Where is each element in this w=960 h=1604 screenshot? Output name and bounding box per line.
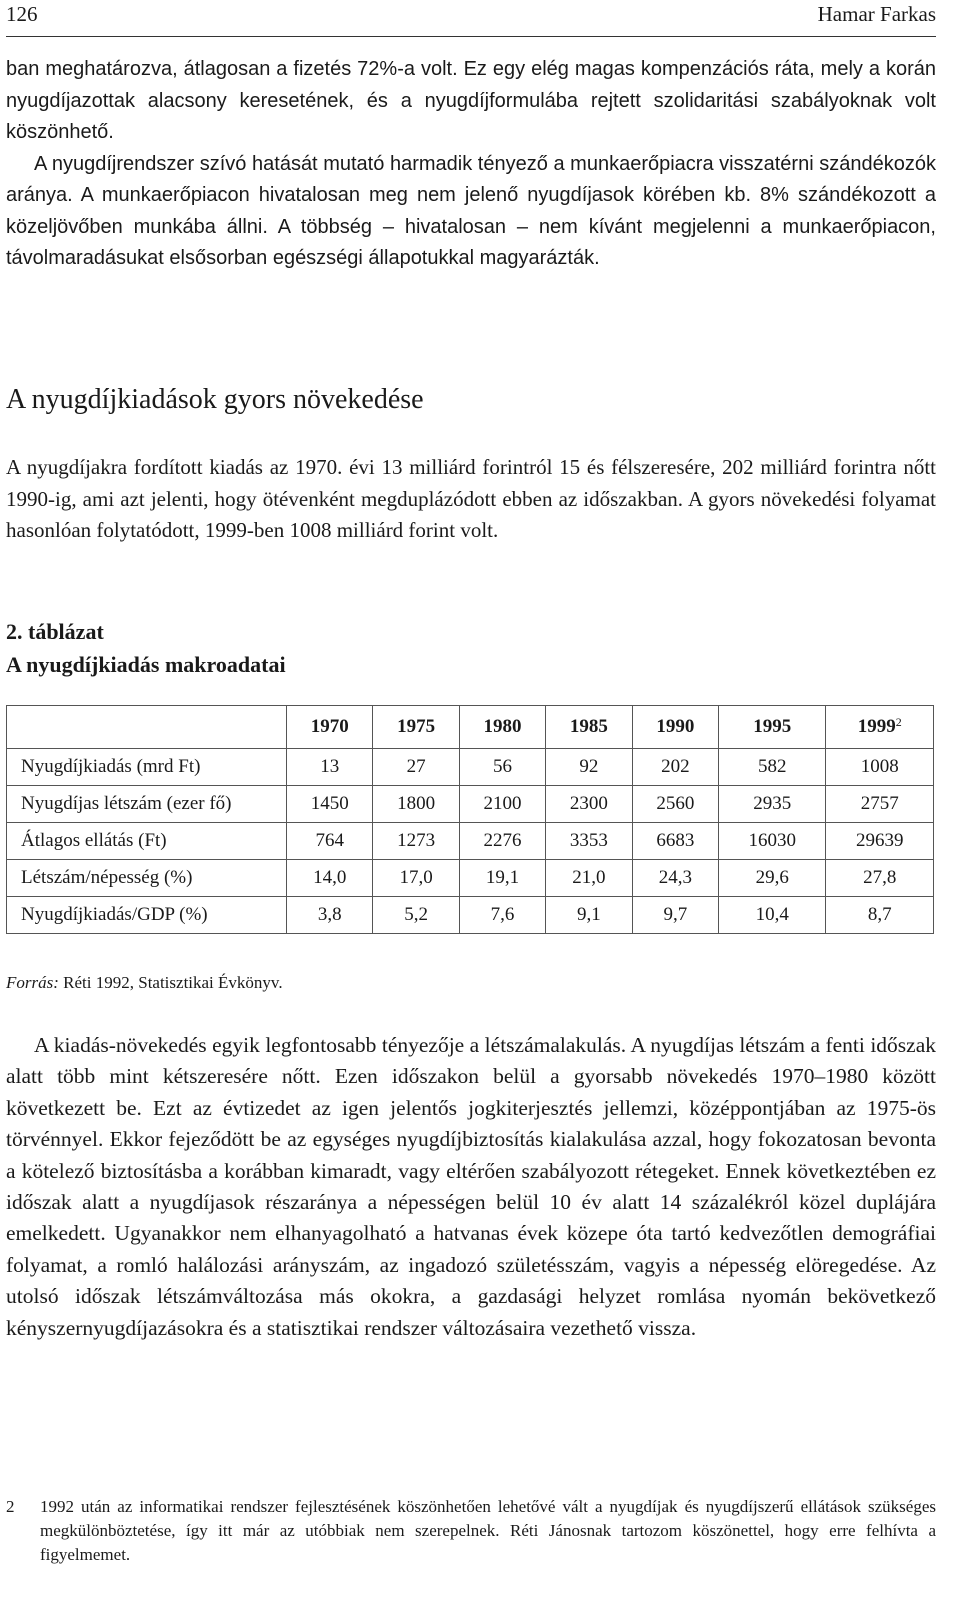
table-cell: 1800 — [373, 786, 459, 823]
page-number: 126 — [6, 2, 38, 26]
row-label: Nyugdíjas létszám (ezer fő) — [7, 786, 287, 823]
year-header-last — [826, 706, 934, 749]
table-cell: 7,6 — [459, 897, 545, 934]
footnote-text: 1992 után az informatikai rendszer fejlesztésének köszönhetően lehetővé vált a nyugdíjak és nyugdíjszerű ellátások szükséges megkülönböztetése, így itt már az utóbbiak nem szerepelnek. Réti Jánosnak tartozom köszönettel, hogy erre felhívta a figyelmemet. — [40, 1497, 936, 1564]
footnote-reference: 2 — [895, 715, 902, 729]
table-cell: 764 — [287, 823, 373, 860]
year-header: 1970 — [287, 706, 373, 749]
intro-paragraph-1: ban meghatározva, átlagosan a fizetés 72%-a volt. Ez egy elég magas kompenzációs ráta, mely a korán nyugdíjazottak alacsony keresetének, és a nyugdíjformulába rejtett szolidaritási szabályoknak volt köszönhető. — [6, 58, 936, 143]
table-cell: 3353 — [546, 823, 632, 860]
table-cell: 21,0 — [546, 860, 632, 897]
table-cell: 19,1 — [459, 860, 545, 897]
running-header — [6, 0, 936, 37]
table-row — [7, 749, 934, 786]
table-cell: 10,4 — [719, 897, 826, 934]
year-header: 1990 — [632, 706, 718, 749]
year-header-label: 1999 — [857, 716, 896, 737]
table-title: A nyugdíjkiadás makroadatai — [6, 652, 286, 677]
closing-paragraph: A kiadás-növekedés egyik legfontosabb tényezője a létszámalakulás. A nyugdíjas létszám a fenti időszak alatt több mint kétszeresére nőtt. Ezen időszakon belül a gyorsabb növekedés 1970–1980 között következett be. Ezt az évtizedet az igen jelentős jogkiterjesztés jellemzi, középpontjában az 1975-ös törvénnyel. Ekkor fejeződött be az egységes nyugdíjbiztosítás kialakulása azzal, hogy fokozatosan bevonta a kötelező biztosításba a korábban kimaradt, vagy eltérően szabályozott rétegeket. Ennek következtében ez időszak alatt a nyugdíjasok részaránya a népességen belül 10 év alatt 14 százalékról közel duplájára emelkedett. Ugyanakkor nem elhanyagolható a hatvanas évek közepe óta tartó kedvezőtlen demográfiai folyamat, a romló halálozási arányszám, az ingadozó születésszám, vagyis a népesség elöregedése. Az utolsó időszak létszámváltozása más okokra, a gazdasági helyzet romlása nyomán bekövetkező kényszernyugdíjazásokra és a statisztikai rendszer változásaira vezethető vissza. — [6, 1033, 936, 1340]
table-corner-cell — [7, 706, 287, 749]
macro-data-table — [6, 705, 934, 934]
source-text: Réti 1992, Statisztikai Évkönyv. — [58, 973, 283, 992]
intro-text — [6, 54, 936, 275]
table-cell: 3,8 — [287, 897, 373, 934]
table-cell: 6683 — [632, 823, 718, 860]
table-row — [7, 860, 934, 897]
table-cell: 2300 — [546, 786, 632, 823]
section-heading: A nyugdíjkiadások gyors növekedése — [6, 384, 424, 415]
table-cell: 9,7 — [632, 897, 718, 934]
section-paragraph: A nyugdíjakra fordított kiadás az 1970. évi 13 milliárd forintról 15 és félszeresére, 202 milliárd forintra nőtt 1990-ig, ami azt jelenti, hogy ötévenként megduplázódott ebben az időszakban. A gyors növekedési folyamat hasonlóan folytatódott, 1999-ben 1008 milliárd forint volt. — [6, 455, 936, 542]
table-cell: 5,2 — [373, 897, 459, 934]
year-header: 1975 — [373, 706, 459, 749]
table-header-row — [7, 706, 934, 749]
table-row — [7, 786, 934, 823]
table-cell: 2757 — [826, 786, 934, 823]
section-body — [6, 452, 936, 547]
table-cell: 13 — [287, 749, 373, 786]
table-row — [7, 823, 934, 860]
year-header: 1995 — [719, 706, 826, 749]
table-number: 2. táblázat — [6, 619, 104, 644]
table-cell: 16030 — [719, 823, 826, 860]
table-cell: 2100 — [459, 786, 545, 823]
table-cell: 582 — [719, 749, 826, 786]
closing-text — [6, 1030, 936, 1344]
table-source — [6, 970, 283, 996]
table-caption — [6, 615, 286, 681]
year-header: 1980 — [459, 706, 545, 749]
table-cell: 14,0 — [287, 860, 373, 897]
row-label: Nyugdíjkiadás (mrd Ft) — [7, 749, 287, 786]
table-cell: 8,7 — [826, 897, 934, 934]
footnote-mark: 2 — [6, 1497, 15, 1516]
table-cell: 56 — [459, 749, 545, 786]
year-header: 1985 — [546, 706, 632, 749]
table-cell: 1008 — [826, 749, 934, 786]
running-head-author: Hamar Farkas — [817, 2, 936, 26]
table-cell: 29639 — [826, 823, 934, 860]
table-cell: 92 — [546, 749, 632, 786]
table-cell: 1450 — [287, 786, 373, 823]
table-cell: 27 — [373, 749, 459, 786]
table-cell: 27,8 — [826, 860, 934, 897]
table-cell: 202 — [632, 749, 718, 786]
source-label: Forrás: — [6, 973, 59, 992]
table-cell: 2935 — [719, 786, 826, 823]
footnote — [6, 1495, 936, 1567]
intro-paragraph-2: A nyugdíjrendszer szívó hatását mutató harmadik tényező a munkaerőpiacra visszatérni szándékozók aránya. A munkaerőpiacon hivatalosan meg nem jelenő nyugdíjasok körében kb. 8% szándékozott a közeljövőben munkába állni. A többség – hivatalosan – nem kívánt megjelenni a munkaerőpiacon, távolmaradásukat elsősorban egészségi állapotukkal magyarázták. — [6, 152, 936, 269]
table-cell: 1273 — [373, 823, 459, 860]
table-cell: 9,1 — [546, 897, 632, 934]
table-cell: 2560 — [632, 786, 718, 823]
table-row — [7, 897, 934, 934]
table-cell: 24,3 — [632, 860, 718, 897]
table-cell: 2276 — [459, 823, 545, 860]
row-label: Átlagos ellátás (Ft) — [7, 823, 287, 860]
row-label: Nyugdíjkiadás/GDP (%) — [7, 897, 287, 934]
row-label: Létszám/népesség (%) — [7, 860, 287, 897]
table-cell: 17,0 — [373, 860, 459, 897]
table-cell: 29,6 — [719, 860, 826, 897]
